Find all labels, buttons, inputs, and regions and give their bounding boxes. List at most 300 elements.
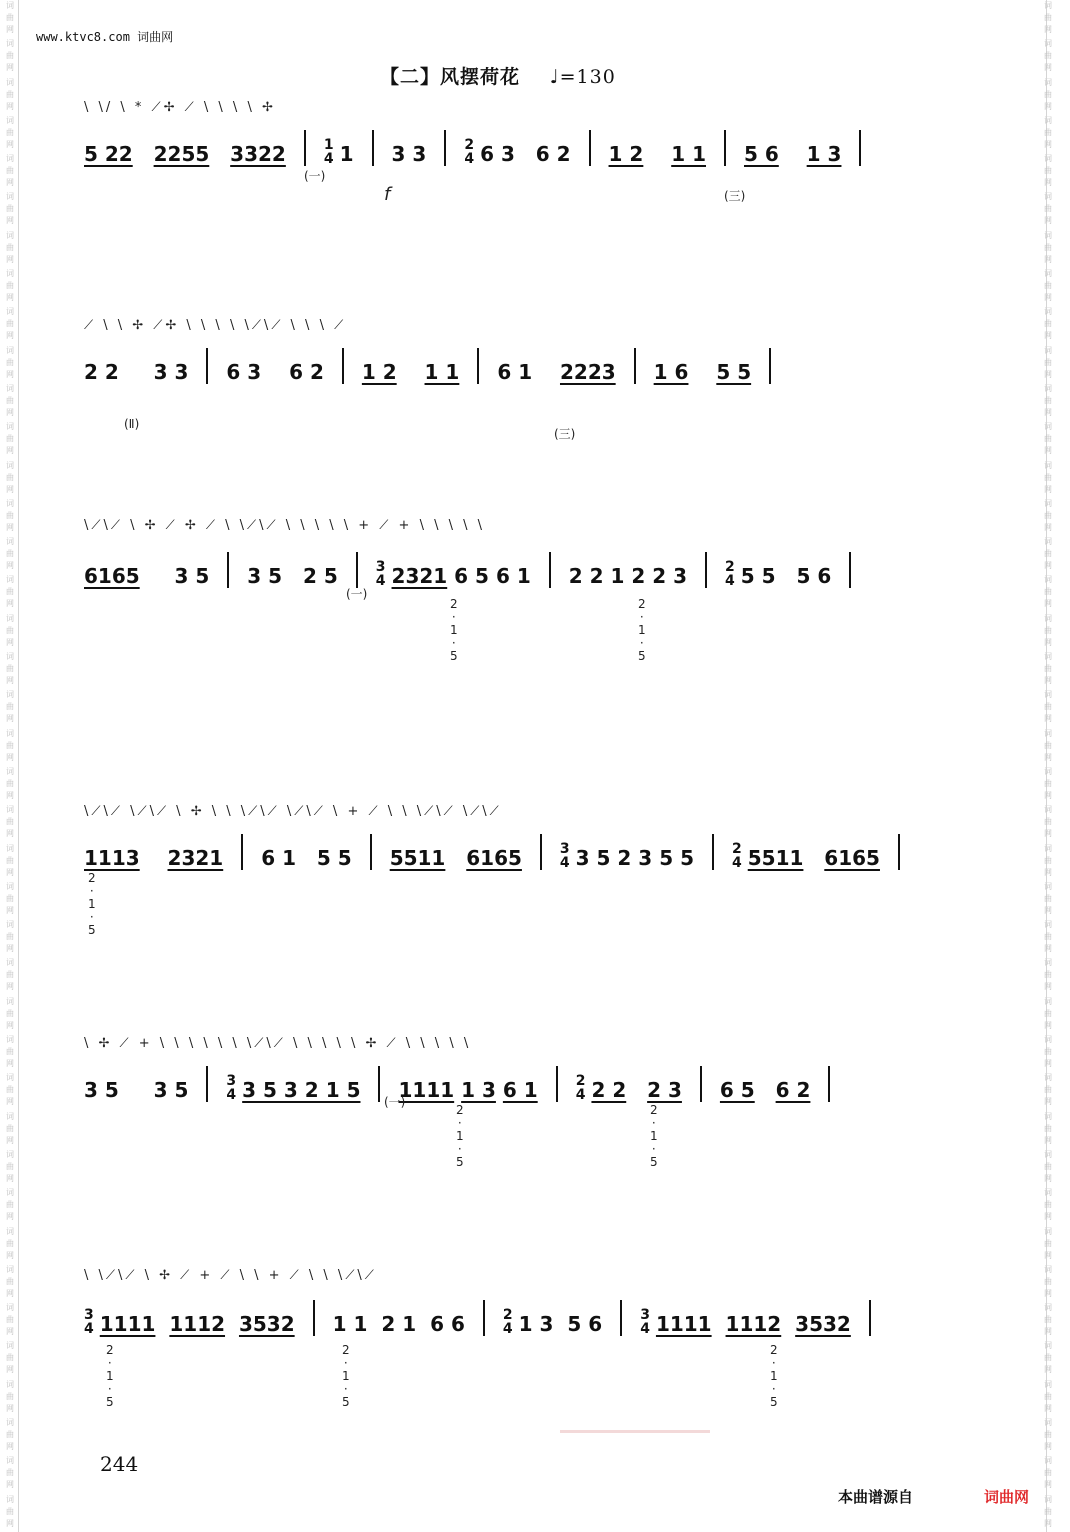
score-system-4 <box>84 804 984 964</box>
time-signature: 3 4 <box>559 841 570 871</box>
watermark-glyph: 曲 <box>6 625 14 635</box>
watermark-glyph: 曲 <box>1044 204 1052 214</box>
watermark-glyph: 词 <box>6 1035 14 1045</box>
watermark-glyph: 曲 <box>6 89 14 99</box>
note-group: 5 6 <box>567 1312 603 1336</box>
note-group: 6 3 <box>480 142 515 166</box>
right-watermark-column <box>1040 0 1056 1532</box>
watermark-glyph: 曲 <box>1044 932 1052 942</box>
note-group: 1 3 <box>806 142 842 166</box>
watermark-glyph: 词 <box>6 613 14 623</box>
watermark-glyph: 网 <box>6 944 14 954</box>
time-signature: 2 4 <box>731 841 742 871</box>
watermark-glyph: 曲 <box>1044 434 1052 444</box>
watermark-glyph: 词 <box>6 652 14 662</box>
faint-scan-mark <box>560 1430 710 1433</box>
tempo-marking: ♩=130 <box>549 66 616 88</box>
watermark-glyph: 网 <box>6 714 14 724</box>
note-group: 5 6 <box>796 564 832 588</box>
barline <box>227 552 229 588</box>
note-group: 3 5 <box>153 1078 189 1102</box>
watermark-glyph: 网 <box>6 1518 14 1528</box>
watermark-glyph: 曲 <box>1044 702 1052 712</box>
watermark-glyph: 词 <box>6 537 14 547</box>
watermark-glyph: 网 <box>1044 369 1052 379</box>
note-row <box>84 552 984 588</box>
watermark-glyph: 词 <box>6 690 14 700</box>
watermark-glyph: 词 <box>6 230 14 240</box>
watermark-glyph: 词 <box>6 1264 14 1274</box>
watermark-glyph: 曲 <box>1044 893 1052 903</box>
watermark-glyph: 曲 <box>6 740 14 750</box>
watermark-glyph: 网 <box>1044 484 1052 494</box>
watermark-glyph: 网 <box>6 1250 14 1260</box>
watermark-glyph: 网 <box>6 1020 14 1030</box>
watermark-glyph: 词 <box>1044 805 1052 815</box>
watermark-glyph: 曲 <box>1044 625 1052 635</box>
barline <box>859 130 861 166</box>
site-url[interactable]: www.ktvc8.com 词曲网 <box>36 30 174 44</box>
watermark-glyph: 网 <box>6 101 14 111</box>
watermark-glyph: 网 <box>1044 1327 1052 1337</box>
watermark-glyph: 词 <box>1044 1264 1052 1274</box>
watermark-glyph: 网 <box>1044 1480 1052 1490</box>
watermark-glyph: 网 <box>1044 714 1052 724</box>
note-group: 1113 <box>84 846 140 870</box>
watermark-glyph: 词 <box>1044 345 1052 355</box>
watermark-glyph: 网 <box>1044 1403 1052 1413</box>
barline <box>712 834 714 870</box>
watermark-glyph: 词 <box>6 958 14 968</box>
watermark-glyph: 词 <box>1044 766 1052 776</box>
watermark-glyph: 网 <box>6 254 14 264</box>
watermark-glyph: 曲 <box>1044 1200 1052 1210</box>
piece-title-text: 【二】风摆荷花 <box>380 66 521 88</box>
barline <box>370 834 372 870</box>
watermark-glyph: 网 <box>1044 293 1052 303</box>
watermark-glyph: 网 <box>1044 905 1052 915</box>
watermark-glyph: 网 <box>1044 1441 1052 1451</box>
watermark-glyph: 曲 <box>1044 817 1052 827</box>
watermark-glyph: 曲 <box>6 1429 14 1439</box>
piece-title <box>380 62 616 89</box>
note-group: 2 2 <box>591 1078 627 1102</box>
watermark-glyph: 词 <box>1044 77 1052 87</box>
note-row <box>84 1300 984 1336</box>
note-group: 1 2 <box>608 142 644 166</box>
watermark-glyph: 曲 <box>6 817 14 827</box>
stroke-marks: \ ✢ ⟋ + \ \ \ \ \ \ \⟋\⟋ \ \ \ \ \ ✢ ⟋ \ \ \ \ \ <box>84 1036 472 1051</box>
watermark-glyph: 曲 <box>6 1315 14 1325</box>
watermark-glyph: 曲 <box>6 1008 14 1018</box>
note-group: 6 1 <box>261 846 296 870</box>
watermark-glyph: 曲 <box>6 1276 14 1286</box>
chord-stack: 2 · 1 · 5 <box>106 1343 114 1409</box>
note-group: 6 2 <box>535 142 571 166</box>
watermark-glyph: 网 <box>6 676 14 686</box>
watermark-glyph: 网 <box>6 1441 14 1451</box>
watermark-glyph: 曲 <box>6 1047 14 1057</box>
watermark-glyph: 词 <box>1044 843 1052 853</box>
watermark-glyph: 词 <box>6 996 14 1006</box>
score-system-1 <box>84 100 984 230</box>
watermark-glyph: 网 <box>6 1480 14 1490</box>
watermark-glyph: 词 <box>1044 1 1052 10</box>
watermark-glyph: 网 <box>6 484 14 494</box>
watermark-glyph: 词 <box>1044 422 1052 432</box>
watermark-glyph: 曲 <box>1044 1047 1052 1057</box>
watermark-glyph: 曲 <box>6 1238 14 1248</box>
watermark-glyph: 网 <box>6 1403 14 1413</box>
watermark-glyph: 曲 <box>1044 1161 1052 1171</box>
barline <box>769 348 771 384</box>
note-group: 2 2 <box>84 360 119 384</box>
watermark-glyph: 词 <box>6 1149 14 1159</box>
time-signature: 2 4 <box>502 1307 513 1337</box>
watermark-glyph: 曲 <box>6 587 14 597</box>
watermark-glyph: 曲 <box>6 242 14 252</box>
watermark-glyph: 网 <box>6 522 14 532</box>
watermark-glyph: 网 <box>1044 1059 1052 1069</box>
watermark-glyph: 词 <box>6 345 14 355</box>
watermark-glyph: 网 <box>6 139 14 149</box>
chord-stack: 2 · 1 · 5 <box>638 597 646 663</box>
watermark-glyph: 曲 <box>1044 549 1052 559</box>
watermark-glyph: 曲 <box>1044 472 1052 482</box>
watermark-glyph: 词 <box>6 498 14 508</box>
barline <box>444 130 446 166</box>
watermark-glyph: 词 <box>1044 1494 1052 1504</box>
watermark-glyph: 词 <box>6 728 14 738</box>
watermark-glyph: 词 <box>6 766 14 776</box>
watermark-glyph: 曲 <box>6 664 14 674</box>
note-group: 6 6 <box>430 1312 465 1336</box>
watermark-glyph: 网 <box>1044 1518 1052 1528</box>
note-group: 5 22 <box>84 142 133 166</box>
watermark-glyph: 词 <box>1044 1379 1052 1389</box>
watermark-glyph: 曲 <box>6 778 14 788</box>
note-group: 1 3 <box>461 1078 496 1102</box>
watermark-glyph: 网 <box>1044 63 1052 73</box>
watermark-glyph: 网 <box>6 790 14 800</box>
watermark-glyph: 网 <box>1044 790 1052 800</box>
watermark-glyph: 网 <box>6 561 14 571</box>
watermark-glyph: 网 <box>6 905 14 915</box>
watermark-glyph: 网 <box>6 293 14 303</box>
note-group: 3 5 <box>247 564 283 588</box>
watermark-glyph: 词 <box>1044 728 1052 738</box>
watermark-glyph: 曲 <box>1044 281 1052 291</box>
note-group: 1 6 <box>653 360 689 384</box>
watermark-glyph: 网 <box>1044 676 1052 686</box>
barline <box>724 130 726 166</box>
note-group: 1 3 <box>518 1312 554 1336</box>
note-group: 5 5 <box>716 360 752 384</box>
chord-mark: (一) <box>384 1095 406 1109</box>
watermark-glyph: 曲 <box>6 1161 14 1171</box>
stroke-marks: \⟋\⟋ \ ✢ ⟋ ✢ ⟋ \ \⟋\⟋ \ \ \ \ \ + ⟋ + \ \ \ \ \ <box>84 518 485 533</box>
watermark-glyph: 网 <box>6 1173 14 1183</box>
watermark-glyph: 曲 <box>6 204 14 214</box>
watermark-glyph: 词 <box>1044 1341 1052 1351</box>
watermark-glyph: 网 <box>1044 139 1052 149</box>
note-group: 3 5 <box>84 1078 119 1102</box>
left-margin-line <box>18 0 19 1532</box>
watermark-glyph: 曲 <box>6 932 14 942</box>
barline <box>549 552 551 588</box>
watermark-glyph: 词 <box>1044 881 1052 891</box>
source-label: 本曲谱源自 <box>838 1488 914 1506</box>
watermark-glyph: 网 <box>6 369 14 379</box>
watermark-glyph: 网 <box>1044 1173 1052 1183</box>
watermark-glyph: 词 <box>1044 383 1052 393</box>
note-group: 6 2 <box>289 360 324 384</box>
watermark-glyph: 词 <box>1044 537 1052 547</box>
chord-stack: 2 · 1 · 5 <box>770 1343 778 1409</box>
watermark-glyph: 网 <box>6 982 14 992</box>
watermark-glyph: 网 <box>6 1097 14 1107</box>
note-group: 5511 <box>389 846 446 870</box>
note-row <box>84 130 984 166</box>
stroke-marks: \ \⟋\⟋ \ ✢ ⟋ + ⟋ \ \ + ⟋ \ \ \⟋\⟋ <box>84 1268 377 1283</box>
watermark-glyph: 曲 <box>6 395 14 405</box>
note-group: 1112 <box>725 1312 782 1336</box>
watermark-glyph: 网 <box>1044 637 1052 647</box>
note-group: 2255 <box>153 142 210 166</box>
watermark-glyph: 网 <box>6 637 14 647</box>
watermark-glyph: 曲 <box>6 13 14 22</box>
watermark-glyph: 词 <box>6 1111 14 1121</box>
watermark-glyph: 词 <box>6 1456 14 1466</box>
note-group: 2 2 1 2 2 3 <box>568 564 688 588</box>
watermark-glyph: 网 <box>6 1365 14 1375</box>
watermark-glyph: 网 <box>1044 25 1052 34</box>
watermark-glyph: 词 <box>6 39 14 49</box>
watermark-glyph: 曲 <box>6 510 14 520</box>
barline <box>634 348 636 384</box>
barline <box>828 1066 830 1102</box>
watermark-glyph: 词 <box>6 383 14 393</box>
dynamic-mark: f <box>384 184 391 205</box>
page-number: 244 <box>100 1452 139 1476</box>
watermark-glyph: 词 <box>1044 1456 1052 1466</box>
watermark-glyph: 词 <box>6 1417 14 1427</box>
watermark-glyph: 词 <box>6 881 14 891</box>
chord-mark: (Ⅱ) <box>124 417 140 431</box>
watermark-glyph: 曲 <box>1044 855 1052 865</box>
watermark-glyph: 词 <box>6 843 14 853</box>
note-group: 3 3 <box>153 360 189 384</box>
watermark-glyph: 曲 <box>1044 319 1052 329</box>
watermark-glyph: 词 <box>1044 154 1052 164</box>
watermark-glyph: 词 <box>1044 498 1052 508</box>
watermark-glyph: 词 <box>6 192 14 202</box>
watermark-glyph: 曲 <box>6 855 14 865</box>
time-signature: 2 4 <box>725 559 735 589</box>
watermark-glyph: 曲 <box>6 702 14 712</box>
watermark-glyph: 曲 <box>1044 1238 1052 1248</box>
watermark-glyph: 曲 <box>6 1353 14 1363</box>
note-group: 6 2 <box>775 1078 811 1102</box>
watermark-glyph: 词 <box>1044 1188 1052 1198</box>
barline <box>304 130 306 166</box>
watermark-glyph: 网 <box>1044 752 1052 762</box>
watermark-glyph: 曲 <box>6 319 14 329</box>
watermark-glyph: 网 <box>6 178 14 188</box>
watermark-glyph: 词 <box>6 460 14 470</box>
note-group: 3532 <box>795 1312 851 1336</box>
score-system-2 <box>84 318 984 448</box>
left-watermark-column <box>2 0 18 1532</box>
watermark-glyph: 网 <box>6 867 14 877</box>
watermark-glyph: 曲 <box>1044 1276 1052 1286</box>
watermark-glyph: 网 <box>6 599 14 609</box>
watermark-glyph: 曲 <box>1044 166 1052 176</box>
note-group: 3 3 <box>391 142 427 166</box>
watermark-glyph: 网 <box>6 446 14 456</box>
barline <box>206 348 208 384</box>
watermark-glyph: 曲 <box>1044 13 1052 22</box>
watermark-glyph: 曲 <box>6 1200 14 1210</box>
watermark-glyph: 曲 <box>1044 357 1052 367</box>
watermark-glyph: 词 <box>6 1303 14 1313</box>
barline <box>483 1300 485 1336</box>
watermark-glyph: 曲 <box>1044 51 1052 61</box>
watermark-glyph: 词 <box>1044 39 1052 49</box>
score-system-5 <box>84 1036 984 1196</box>
watermark-glyph: 网 <box>6 1212 14 1222</box>
watermark-glyph: 网 <box>1044 982 1052 992</box>
watermark-glyph: 词 <box>1044 1226 1052 1236</box>
barline <box>589 130 591 166</box>
watermark-glyph: 网 <box>6 63 14 73</box>
watermark-glyph: 词 <box>1044 1417 1052 1427</box>
watermark-glyph: 网 <box>1044 867 1052 877</box>
watermark-glyph: 词 <box>1044 1073 1052 1083</box>
watermark-glyph: 网 <box>1044 178 1052 188</box>
watermark-glyph: 词 <box>6 307 14 317</box>
watermark-glyph: 曲 <box>1044 587 1052 597</box>
watermark-glyph: 网 <box>6 1135 14 1145</box>
watermark-glyph: 曲 <box>1044 664 1052 674</box>
watermark-glyph: 曲 <box>1044 89 1052 99</box>
watermark-glyph: 词 <box>6 1341 14 1351</box>
watermark-glyph: 词 <box>1044 230 1052 240</box>
score-system-6 <box>84 1268 984 1438</box>
barline <box>241 834 243 870</box>
watermark-glyph: 曲 <box>6 472 14 482</box>
stroke-marks: \⟋\⟋ \⟋\⟋ \ ✢ \ \ \⟋\⟋ \⟋\⟋ \ + ⟋ \ \ \⟋\⟋ \⟋\⟋ <box>84 804 502 819</box>
watermark-glyph: 词 <box>1044 192 1052 202</box>
watermark-glyph: 曲 <box>6 1123 14 1133</box>
watermark-glyph: 网 <box>6 407 14 417</box>
watermark-glyph: 词 <box>6 154 14 164</box>
watermark-glyph: 词 <box>6 1379 14 1389</box>
watermark-glyph: 词 <box>1044 575 1052 585</box>
watermark-glyph: 网 <box>1044 599 1052 609</box>
chord-stack: 2 · 1 · 5 <box>650 1103 658 1169</box>
watermark-glyph: 词 <box>6 1226 14 1236</box>
watermark-glyph: 曲 <box>6 1506 14 1516</box>
watermark-glyph: 词 <box>1044 1035 1052 1045</box>
time-signature: 2 4 <box>575 1073 586 1103</box>
watermark-glyph: 曲 <box>6 549 14 559</box>
watermark-glyph: 曲 <box>6 1085 14 1095</box>
watermark-glyph: 曲 <box>6 970 14 980</box>
watermark-glyph: 词 <box>6 1073 14 1083</box>
watermark-glyph: 曲 <box>1044 242 1052 252</box>
watermark-glyph: 词 <box>1044 115 1052 125</box>
watermark-glyph: 网 <box>1044 1212 1052 1222</box>
note-group: 6 1 <box>495 564 531 588</box>
watermark-glyph: 词 <box>6 1 14 10</box>
watermark-glyph: 网 <box>1044 101 1052 111</box>
watermark-glyph: 网 <box>1044 331 1052 341</box>
watermark-glyph: 词 <box>6 805 14 815</box>
note-group: 6165 <box>824 846 880 870</box>
barline <box>372 130 374 166</box>
watermark-glyph: 词 <box>1044 996 1052 1006</box>
watermark-glyph: 曲 <box>6 166 14 176</box>
watermark-glyph: 网 <box>1044 1365 1052 1375</box>
watermark-glyph: 词 <box>6 269 14 279</box>
watermark-glyph: 网 <box>6 1288 14 1298</box>
note-group: 6 5 <box>719 1078 755 1102</box>
note-group: 2321 <box>167 846 224 870</box>
watermark-glyph: 网 <box>6 752 14 762</box>
chord-mark: (一) <box>346 587 368 601</box>
score-system-3 <box>84 518 984 718</box>
barline <box>313 1300 315 1336</box>
watermark-glyph: 曲 <box>6 893 14 903</box>
chord-mark: (一) <box>304 169 326 183</box>
barline <box>477 348 479 384</box>
note-group: 2 1 <box>381 1312 417 1336</box>
note-group: 3322 <box>230 142 286 166</box>
time-signature: 2 4 <box>464 137 475 167</box>
note-group: 6 1 <box>497 360 533 384</box>
watermark-glyph: 网 <box>1044 1250 1052 1260</box>
note-group: 6 3 <box>226 360 262 384</box>
barline <box>540 834 542 870</box>
watermark-glyph: 网 <box>6 25 14 34</box>
barline <box>206 1066 208 1102</box>
barline <box>378 1066 380 1102</box>
note-row <box>84 1066 984 1102</box>
watermark-glyph: 词 <box>6 422 14 432</box>
watermark-glyph: 曲 <box>1044 1429 1052 1439</box>
watermark-glyph: 曲 <box>1044 1468 1052 1478</box>
chord-stack: 2 · 1 · 5 <box>450 597 458 663</box>
watermark-glyph: 网 <box>6 1327 14 1337</box>
barline <box>705 552 707 588</box>
note-group: 6165 <box>466 846 522 870</box>
source-site-link[interactable]: 词曲网 <box>984 1488 1030 1506</box>
watermark-glyph: 曲 <box>6 127 14 137</box>
chord-mark: (三) <box>554 427 576 441</box>
watermark-glyph: 曲 <box>6 1468 14 1478</box>
note-group: 1 1 <box>332 1312 368 1336</box>
barline <box>342 348 344 384</box>
watermark-glyph: 网 <box>1044 944 1052 954</box>
barline <box>869 1300 871 1336</box>
watermark-glyph: 曲 <box>1044 1506 1052 1516</box>
watermark-glyph: 词 <box>1044 1111 1052 1121</box>
watermark-glyph: 曲 <box>1044 395 1052 405</box>
watermark-glyph: 曲 <box>1044 1353 1052 1363</box>
note-row <box>84 834 984 870</box>
watermark-glyph: 词 <box>1044 613 1052 623</box>
